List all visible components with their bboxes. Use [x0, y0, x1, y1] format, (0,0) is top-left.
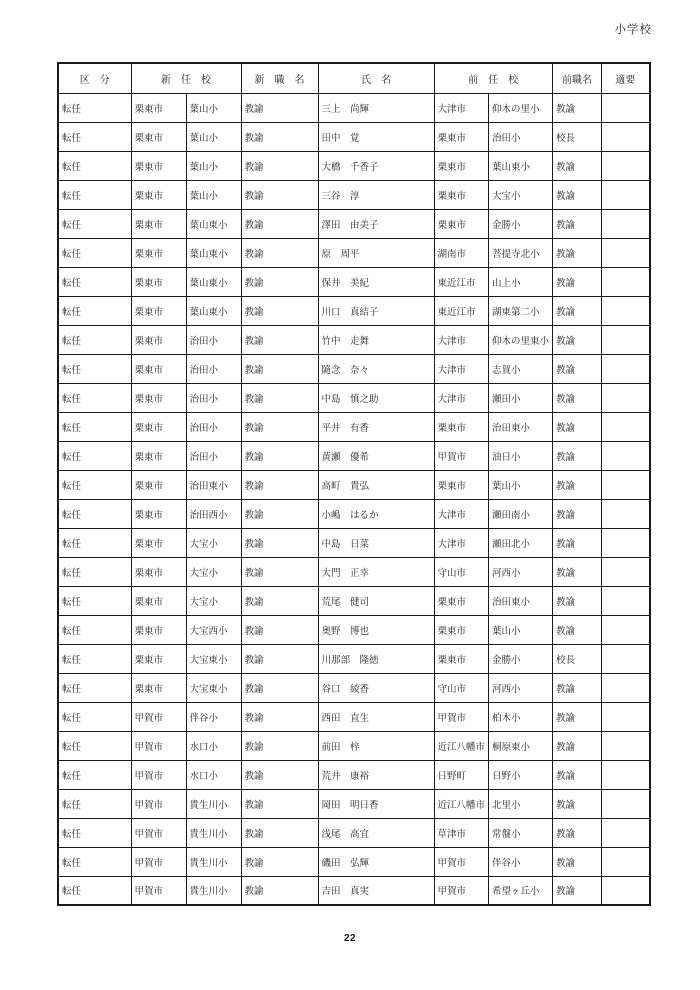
table-row: [58, 151, 650, 180]
table-row: [58, 557, 650, 586]
cell-category: 転任: [58, 818, 131, 847]
cell-new-title: 教諭: [241, 586, 318, 615]
cell-category: 転任: [58, 847, 131, 876]
cell-new-city: 栗東市: [131, 673, 186, 702]
cell-old-school: 日野小: [489, 760, 553, 789]
cell-new-city: 栗東市: [131, 383, 186, 412]
cell-new-city: 栗東市: [131, 267, 186, 296]
cell-old-school: 瀬田南小: [489, 499, 553, 528]
cell-new-school: 貴生川小: [186, 789, 241, 818]
cell-old-school: 湖東第二小: [489, 296, 553, 325]
cell-name: 隨念 奈々: [318, 354, 434, 383]
table-row: [58, 789, 650, 818]
table-row: [58, 325, 650, 354]
cell-new-city: 甲賀市: [131, 731, 186, 760]
cell-category: 転任: [58, 615, 131, 644]
cell-old-school: 桐原東小: [489, 731, 553, 760]
cell-old-school: 葉山小: [489, 615, 553, 644]
table-row: [58, 702, 650, 731]
header-old-school: 前 任 校: [434, 63, 553, 93]
cell-new-city: 栗東市: [131, 528, 186, 557]
cell-old-city: 大津市: [434, 499, 489, 528]
cell-category: 転任: [58, 731, 131, 760]
table-row: [58, 209, 650, 238]
cell-new-title: 教諭: [241, 151, 318, 180]
cell-new-school: 治田小: [186, 325, 241, 354]
cell-category: 転任: [58, 789, 131, 818]
cell-category: 転任: [58, 325, 131, 354]
cell-new-school: 水口小: [186, 760, 241, 789]
cell-name: 大橋 千香子: [318, 151, 434, 180]
cell-category: 転任: [58, 412, 131, 441]
cell-old-school: 河西小: [489, 673, 553, 702]
cell-category: 転任: [58, 876, 131, 905]
cell-old-title: 教諭: [553, 180, 602, 209]
cell-note: [602, 818, 650, 847]
cell-note: [602, 383, 650, 412]
cell-new-title: 教諭: [241, 296, 318, 325]
cell-new-city: 甲賀市: [131, 847, 186, 876]
cell-new-city: 栗東市: [131, 151, 186, 180]
cell-old-city: 近江八幡市: [434, 789, 489, 818]
cell-note: [602, 702, 650, 731]
cell-old-city: 栗東市: [434, 180, 489, 209]
cell-new-school: 貴生川小: [186, 876, 241, 905]
table-row: [58, 180, 650, 209]
cell-name: 奥野 博也: [318, 615, 434, 644]
cell-category: 転任: [58, 209, 131, 238]
table-row: [58, 760, 650, 789]
table-row: [58, 499, 650, 528]
cell-new-title: 教諭: [241, 528, 318, 557]
cell-note: [602, 354, 650, 383]
table-row: [58, 818, 650, 847]
page-number: 22: [343, 933, 357, 944]
cell-new-school: 治田小: [186, 354, 241, 383]
table-row: [58, 876, 650, 905]
cell-old-school: 瀬田北小: [489, 528, 553, 557]
table-row: [58, 615, 650, 644]
cell-old-title: 教諭: [553, 528, 602, 557]
cell-category: 転任: [58, 499, 131, 528]
header-old-title: 前職名: [553, 63, 602, 93]
cell-name: 黄瀬 優希: [318, 441, 434, 470]
cell-new-city: 栗東市: [131, 354, 186, 383]
cell-old-title: 教諭: [553, 586, 602, 615]
cell-old-city: 甲賀市: [434, 876, 489, 905]
cell-category: 転任: [58, 760, 131, 789]
cell-old-title: 教諭: [553, 760, 602, 789]
cell-new-title: 教諭: [241, 673, 318, 702]
cell-new-school: 葉山小: [186, 180, 241, 209]
table-row: [58, 122, 650, 151]
table-row: [58, 93, 650, 122]
cell-new-title: 教諭: [241, 731, 318, 760]
cell-new-title: 教諭: [241, 238, 318, 267]
table-row: [58, 847, 650, 876]
cell-new-city: 栗東市: [131, 499, 186, 528]
cell-old-school: 菩提寺北小: [489, 238, 553, 267]
cell-new-title: 教諭: [241, 325, 318, 354]
cell-old-title: 教諭: [553, 151, 602, 180]
cell-old-title: 教諭: [553, 93, 602, 122]
cell-name: 小嶋 はるか: [318, 499, 434, 528]
cell-old-city: 甲賀市: [434, 847, 489, 876]
cell-new-school: 葉山小: [186, 151, 241, 180]
cell-new-school: 治田小: [186, 412, 241, 441]
cell-old-school: 葉山小: [489, 470, 553, 499]
cell-name: 川口 真結子: [318, 296, 434, 325]
cell-old-title: 校長: [553, 122, 602, 151]
cell-new-city: 甲賀市: [131, 876, 186, 905]
cell-note: [602, 151, 650, 180]
cell-note: [602, 673, 650, 702]
cell-old-school: 志賀小: [489, 354, 553, 383]
cell-old-title: 教諭: [553, 238, 602, 267]
cell-old-city: 栗東市: [434, 209, 489, 238]
cell-old-school: 希望ヶ丘小: [489, 876, 553, 905]
cell-name: 浅尾 高宜: [318, 818, 434, 847]
cell-new-school: 大宝小: [186, 528, 241, 557]
cell-old-city: 大津市: [434, 325, 489, 354]
cell-name: 平井 有香: [318, 412, 434, 441]
table-row: [58, 586, 650, 615]
cell-new-school: 葉山東小: [186, 267, 241, 296]
cell-old-city: 東近江市: [434, 267, 489, 296]
header-new-school: 新 任 校: [131, 63, 241, 93]
cell-note: [602, 296, 650, 325]
cell-old-city: 栗東市: [434, 586, 489, 615]
cell-new-school: 大宝東小: [186, 644, 241, 673]
cell-old-school: 仰木の里小: [489, 93, 553, 122]
cell-old-city: 甲賀市: [434, 702, 489, 731]
cell-category: 転任: [58, 673, 131, 702]
cell-new-school: 水口小: [186, 731, 241, 760]
cell-new-title: 教諭: [241, 789, 318, 818]
cell-category: 転任: [58, 383, 131, 412]
cell-old-city: 守山市: [434, 557, 489, 586]
cell-old-school: 山上小: [489, 267, 553, 296]
cell-new-school: 大宝東小: [186, 673, 241, 702]
cell-new-city: 甲賀市: [131, 702, 186, 731]
cell-new-city: 栗東市: [131, 209, 186, 238]
cell-new-school: 葉山東小: [186, 209, 241, 238]
table-row: [58, 528, 650, 557]
cell-new-city: 栗東市: [131, 238, 186, 267]
cell-old-title: 教諭: [553, 412, 602, 441]
cell-old-school: 北里小: [489, 789, 553, 818]
cell-name: 荒尾 健司: [318, 586, 434, 615]
cell-new-city: 栗東市: [131, 93, 186, 122]
cell-name: 西田 直生: [318, 702, 434, 731]
cell-old-city: 守山市: [434, 673, 489, 702]
cell-old-school: 治田小: [489, 122, 553, 151]
cell-category: 転任: [58, 470, 131, 499]
cell-new-title: 教諭: [241, 354, 318, 383]
cell-note: [602, 731, 650, 760]
table-row: [58, 731, 650, 760]
cell-name: 大門 正幸: [318, 557, 434, 586]
cell-old-city: 大津市: [434, 383, 489, 412]
cell-note: [602, 325, 650, 354]
cell-new-school: 貴生川小: [186, 818, 241, 847]
cell-old-city: 栗東市: [434, 151, 489, 180]
cell-new-city: 栗東市: [131, 615, 186, 644]
cell-name: 澤田 由美子: [318, 209, 434, 238]
cell-old-title: 教諭: [553, 499, 602, 528]
cell-new-school: 葉山東小: [186, 296, 241, 325]
cell-category: 転任: [58, 441, 131, 470]
cell-name: 三谷 淳: [318, 180, 434, 209]
cell-new-city: 栗東市: [131, 325, 186, 354]
cell-old-city: 東近江市: [434, 296, 489, 325]
cell-old-city: 湖南市: [434, 238, 489, 267]
cell-old-title: 教諭: [553, 354, 602, 383]
cell-old-school: 大宝小: [489, 180, 553, 209]
cell-old-title: 校長: [553, 644, 602, 673]
cell-old-school: 伴谷小: [489, 847, 553, 876]
cell-new-city: 栗東市: [131, 557, 186, 586]
cell-old-school: 葉山東小: [489, 151, 553, 180]
table-row: [58, 673, 650, 702]
cell-note: [602, 412, 650, 441]
cell-category: 転任: [58, 296, 131, 325]
cell-new-title: 教諭: [241, 644, 318, 673]
cell-new-city: 栗東市: [131, 412, 186, 441]
cell-old-city: 大津市: [434, 528, 489, 557]
cell-new-title: 教諭: [241, 499, 318, 528]
cell-category: 転任: [58, 180, 131, 209]
cell-old-city: 栗東市: [434, 412, 489, 441]
cell-category: 転任: [58, 151, 131, 180]
cell-name: 保井 美紀: [318, 267, 434, 296]
cell-name: 前田 梓: [318, 731, 434, 760]
cell-note: [602, 470, 650, 499]
cell-category: 転任: [58, 557, 131, 586]
cell-old-city: 栗東市: [434, 644, 489, 673]
cell-name: 谷口 綾香: [318, 673, 434, 702]
table-body: [58, 93, 650, 905]
cell-note: [602, 180, 650, 209]
cell-old-city: 大津市: [434, 93, 489, 122]
cell-note: [602, 238, 650, 267]
cell-old-title: 教諭: [553, 557, 602, 586]
cell-new-city: 甲賀市: [131, 760, 186, 789]
cell-category: 転任: [58, 528, 131, 557]
cell-old-city: 大津市: [434, 354, 489, 383]
cell-old-title: 教諭: [553, 673, 602, 702]
cell-old-title: 教諭: [553, 702, 602, 731]
cell-category: 転任: [58, 122, 131, 151]
cell-new-title: 教諭: [241, 470, 318, 499]
header-name: 氏 名: [318, 63, 434, 93]
cell-note: [602, 847, 650, 876]
cell-old-school: 治田東小: [489, 586, 553, 615]
cell-old-title: 教諭: [553, 789, 602, 818]
cell-new-school: 治田西小: [186, 499, 241, 528]
cell-old-city: 栗東市: [434, 470, 489, 499]
cell-old-city: 草津市: [434, 818, 489, 847]
cell-new-city: 栗東市: [131, 122, 186, 151]
cell-note: [602, 760, 650, 789]
table-row: [58, 383, 650, 412]
cell-name: 竹中 走舞: [318, 325, 434, 354]
cell-name: 中島 慎之助: [318, 383, 434, 412]
cell-new-school: 治田小: [186, 441, 241, 470]
cell-new-title: 教諭: [241, 412, 318, 441]
cell-new-city: 栗東市: [131, 441, 186, 470]
table-row: [58, 354, 650, 383]
cell-new-city: 栗東市: [131, 644, 186, 673]
cell-old-title: 教諭: [553, 383, 602, 412]
cell-new-title: 教諭: [241, 383, 318, 412]
cell-note: [602, 615, 650, 644]
table-header: [58, 63, 650, 93]
cell-name: 中島 日菜: [318, 528, 434, 557]
cell-category: 転任: [58, 644, 131, 673]
cell-new-city: 栗東市: [131, 470, 186, 499]
cell-note: [602, 528, 650, 557]
header-new-title: 新 職 名: [241, 63, 318, 93]
cell-note: [602, 876, 650, 905]
cell-new-city: 甲賀市: [131, 818, 186, 847]
cell-new-title: 教諭: [241, 847, 318, 876]
cell-new-title: 教諭: [241, 122, 318, 151]
cell-old-title: 教諭: [553, 296, 602, 325]
table-row: [58, 441, 650, 470]
cell-category: 転任: [58, 586, 131, 615]
cell-old-school: 瀬田小: [489, 383, 553, 412]
cell-category: 転任: [58, 702, 131, 731]
header-note: 適要: [602, 63, 650, 93]
cell-old-school: 仰木の里東小: [489, 325, 553, 354]
cell-old-school: 金勝小: [489, 209, 553, 238]
cell-old-school: 河西小: [489, 557, 553, 586]
cell-new-school: 葉山小: [186, 93, 241, 122]
cell-name: 高町 貴弘: [318, 470, 434, 499]
cell-new-school: 伴谷小: [186, 702, 241, 731]
cell-old-city: 栗東市: [434, 615, 489, 644]
cell-category: 転任: [58, 354, 131, 383]
table-row: [58, 470, 650, 499]
cell-new-school: 治田東小: [186, 470, 241, 499]
cell-note: [602, 93, 650, 122]
cell-new-school: 葉山東小: [186, 238, 241, 267]
cell-note: [602, 267, 650, 296]
cell-old-title: 教諭: [553, 441, 602, 470]
cell-old-city: 日野町: [434, 760, 489, 789]
cell-old-title: 教諭: [553, 325, 602, 354]
cell-old-school: 油日小: [489, 441, 553, 470]
cell-old-title: 教諭: [553, 470, 602, 499]
cell-new-school: 治田小: [186, 383, 241, 412]
cell-note: [602, 789, 650, 818]
cell-note: [602, 499, 650, 528]
cell-note: [602, 586, 650, 615]
cell-new-title: 教諭: [241, 267, 318, 296]
cell-name: 吉田 真実: [318, 876, 434, 905]
cell-old-title: 教諭: [553, 209, 602, 238]
cell-old-title: 教諭: [553, 847, 602, 876]
table-row: [58, 238, 650, 267]
cell-name: 三上 尚輝: [318, 93, 434, 122]
cell-note: [602, 644, 650, 673]
cell-new-title: 教諭: [241, 209, 318, 238]
cell-new-school: 貴生川小: [186, 847, 241, 876]
cell-new-school: 大宝西小: [186, 615, 241, 644]
cell-old-title: 教諭: [553, 731, 602, 760]
cell-name: 岡田 明日香: [318, 789, 434, 818]
cell-new-title: 教諭: [241, 702, 318, 731]
cell-new-title: 教諭: [241, 180, 318, 209]
header-row: [58, 63, 650, 93]
cell-new-title: 教諭: [241, 818, 318, 847]
cell-new-city: 栗東市: [131, 586, 186, 615]
cell-new-school: 大宝小: [186, 557, 241, 586]
cell-new-title: 教諭: [241, 615, 318, 644]
cell-old-city: 近江八幡市: [434, 731, 489, 760]
cell-note: [602, 557, 650, 586]
cell-note: [602, 209, 650, 238]
table-row: [58, 644, 650, 673]
cell-old-school: 常盤小: [489, 818, 553, 847]
cell-new-city: 栗東市: [131, 180, 186, 209]
cell-name: 磯田 弘輝: [318, 847, 434, 876]
cell-old-title: 教諭: [553, 876, 602, 905]
cell-new-school: 葉山小: [186, 122, 241, 151]
cell-name: 田中 覚: [318, 122, 434, 151]
cell-old-school: 金勝小: [489, 644, 553, 673]
cell-new-city: 栗東市: [131, 296, 186, 325]
table-row: [58, 267, 650, 296]
table-row: [58, 412, 650, 441]
cell-new-title: 教諭: [241, 557, 318, 586]
cell-name: 荒井 康裕: [318, 760, 434, 789]
cell-name: 原 周平: [318, 238, 434, 267]
corner-label: 小学校: [614, 24, 652, 36]
cell-old-title: 教諭: [553, 615, 602, 644]
cell-category: 転任: [58, 93, 131, 122]
cell-note: [602, 441, 650, 470]
cell-old-school: 治田東小: [489, 412, 553, 441]
table-row: [58, 296, 650, 325]
cell-note: [602, 122, 650, 151]
cell-name: 川那部 隆徳: [318, 644, 434, 673]
transfer-table: [57, 62, 651, 906]
cell-new-title: 教諭: [241, 876, 318, 905]
cell-old-city: 栗東市: [434, 122, 489, 151]
cell-new-title: 教諭: [241, 93, 318, 122]
cell-old-city: 甲賀市: [434, 441, 489, 470]
cell-category: 転任: [58, 238, 131, 267]
cell-new-school: 大宝小: [186, 586, 241, 615]
cell-new-title: 教諭: [241, 441, 318, 470]
cell-new-city: 甲賀市: [131, 789, 186, 818]
cell-old-school: 柏木小: [489, 702, 553, 731]
cell-new-title: 教諭: [241, 760, 318, 789]
cell-old-title: 教諭: [553, 818, 602, 847]
header-category: 区 分: [58, 63, 131, 93]
cell-old-title: 教諭: [553, 267, 602, 296]
cell-category: 転任: [58, 267, 131, 296]
